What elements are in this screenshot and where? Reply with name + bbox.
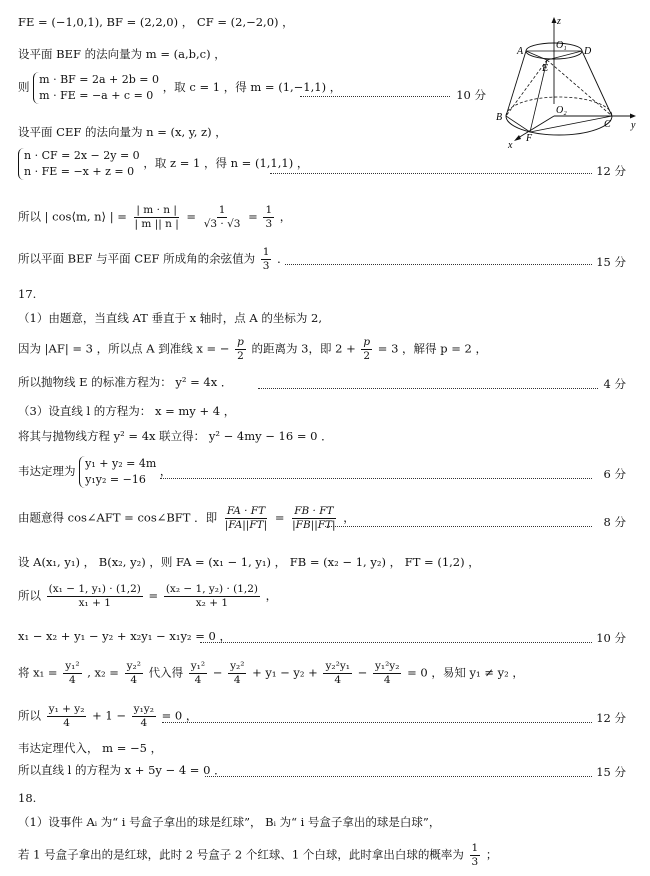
a2-frac-2	[361, 336, 372, 363]
label-y: y	[631, 120, 636, 131]
label-x: x	[508, 140, 513, 149]
a12-post: = 0 ，	[161, 708, 198, 723]
q17-part1-line2	[18, 336, 487, 363]
system-n-post: ，取 z = 1 ，得 n = (1,1,1) ，	[143, 156, 309, 170]
a7-frac-1	[223, 505, 269, 532]
b2-post: ；	[485, 847, 498, 862]
x-arrow	[514, 135, 521, 141]
a12-pre: 所以	[18, 708, 41, 723]
points-10: 10 分	[456, 88, 486, 102]
frac-den: 3	[262, 260, 270, 272]
a11-frac-5	[323, 660, 352, 687]
label-D: D	[584, 46, 592, 57]
expanded-equation: x₁ − x₂ + y₁ − y₂ + x₂y₁ − x₁y₂ = 0 ，	[18, 629, 231, 643]
a12-frac-2	[132, 703, 156, 730]
conclusion-pre: 所以平面 BEF 与平面 CEF 所成角的余弦值为	[18, 251, 256, 266]
points-10b: 10 分	[596, 631, 626, 645]
frac-den: 4	[130, 674, 138, 686]
q17-part3-line2: 将其与抛物线方程 y² = 4x 联立得： y² − 4my − 16 = 0 ．	[18, 429, 333, 443]
frac-num: y₁y₂	[133, 703, 154, 715]
vieta-system: 韦达定理为 y₁ + y₂ = 4m y₁y₂ = −16 ，	[18, 457, 172, 486]
question-18-label: 18.	[18, 791, 37, 805]
frac-num: | m · n |	[136, 204, 177, 216]
b2-frac	[470, 842, 481, 869]
dots-12	[270, 173, 592, 174]
a2-post: = 3 ，解得 p = 2 ，	[377, 341, 487, 356]
frac-num: y₁ + y₂	[48, 703, 85, 715]
frac-den: 4	[140, 717, 148, 729]
dots-4	[258, 388, 598, 389]
frac-den: x₂ + 1	[195, 597, 229, 609]
frac-num: p	[363, 336, 371, 348]
dots-10b	[200, 642, 592, 643]
frac-den: 3	[471, 856, 479, 868]
dots-15	[285, 264, 592, 265]
label-E: E	[542, 63, 549, 74]
a2-mid: 的距离为 3，即 2 +	[251, 341, 356, 356]
a11-m2: 代入得	[148, 665, 184, 680]
system-m	[18, 72, 341, 104]
line-equation: 所以直线 l 的方程为 x + 5y − 4 = 0 ．	[18, 763, 226, 777]
system-n	[18, 148, 308, 180]
q17-part3-line1: （3）设直线 l 的方程为： x = my + 4 ，	[18, 404, 236, 418]
a11-frac-3	[189, 660, 207, 687]
frac-num: 1	[218, 204, 226, 216]
frac-num: y₂²y₁	[325, 660, 350, 672]
frac-num: y₂²	[126, 660, 141, 672]
dots-12b	[162, 722, 592, 723]
frac-num: 1	[471, 842, 479, 854]
system-m-eq2: m · FE = −a + c = 0	[39, 89, 154, 102]
vieta-eq2: y₁y₂ = −16	[85, 473, 146, 486]
question-17-label: 17.	[18, 287, 37, 301]
frac-den: 4	[63, 717, 70, 729]
points-4: 4 分	[603, 377, 626, 391]
a2-pre: 因为 |AF| = 3 ，所以点 A 到准线 x = −	[18, 341, 230, 356]
system-m-pre: 则	[18, 80, 30, 94]
frac-den: 3	[265, 218, 273, 230]
a11-pre: 将 x₁ =	[18, 665, 58, 680]
frustum-figure	[492, 14, 642, 149]
cosine-frac-1	[133, 204, 181, 231]
y-arrow	[630, 114, 636, 119]
frac-den: 2	[237, 350, 244, 362]
system-m-brace	[33, 72, 159, 104]
frac-den: |FA||FT|	[224, 519, 268, 531]
q17-standard-equation: 所以抛物线 E 的标准方程为： y² = 4x ．	[18, 375, 233, 389]
frac-num: (x₁ − 1, y₁) · (1,2)	[48, 583, 141, 595]
system-n-eq2: n · FE = −x + z = 0	[24, 165, 135, 178]
q18-part1-line1: （1）设事件 Aᵢ 为“ i 号盒子拿出的球是红球”， Bᵢ 为“ i 号盒子拿出的球是白球”，	[18, 815, 441, 829]
frac-den: 4	[383, 674, 391, 686]
a11-m4: + y₁ − y₂ +	[252, 665, 318, 680]
frac-num: p	[237, 336, 244, 348]
a9-frac-2	[164, 583, 260, 610]
q17-part1-line1: （1）由题意，当直线 AT 垂直于 x 轴时，点 A 的坐标为 2,	[18, 311, 323, 325]
a12-mid: + 1 −	[92, 708, 126, 723]
label-O1: O₁	[556, 40, 567, 51]
vieta-brace	[79, 456, 156, 488]
dots-6	[160, 478, 592, 479]
frac-num: y₁²	[190, 660, 206, 672]
cosine-conclusion: 所以平面 BEF 与平面 CEF 所成角的余弦值为 $\frac{1}{3}$ ．	[18, 246, 289, 272]
frac-num: FA · FT	[226, 505, 266, 517]
cosine-frac-3	[263, 204, 274, 231]
side-right	[582, 51, 612, 116]
points-8: 8 分	[603, 515, 626, 529]
label-B: B	[496, 112, 503, 123]
cosine-frac-2	[202, 204, 243, 231]
segment-AE	[526, 51, 547, 60]
points-12: 12 分	[596, 164, 626, 178]
frac-num: y₂²	[230, 660, 245, 672]
frac-num: 1	[265, 204, 273, 216]
label-O2: O₂	[556, 105, 567, 116]
points-15: 15 分	[596, 255, 626, 269]
vieta-eq1: y₁ + y₂ = 4m	[85, 457, 157, 470]
a7-frac-2	[290, 505, 337, 532]
frac-num: y₁²y₂	[374, 660, 400, 672]
a12-frac-1	[47, 703, 87, 730]
frac-den: 2	[363, 350, 371, 362]
a11-frac-6	[373, 660, 402, 687]
b2-pre: 若 1 号盒子拿出的是红球，此时 2 号盒子 2 个红球、1 个白球，此时拿出白球的概率为	[18, 847, 464, 862]
frac-num: y₁²	[65, 660, 80, 672]
segment-FC	[530, 116, 612, 132]
frac-num: (x₂ − 1, y₂) · (1,2)	[165, 583, 259, 595]
frac-den: | m || n |	[134, 218, 179, 230]
frac-den: x₁ + 1	[78, 597, 111, 609]
system-n-eq1: n · CF = 2x − 2y = 0	[24, 149, 140, 162]
system-m-eq1: m · BF = 2a + 2b = 0	[39, 73, 160, 86]
frac-den: 4	[69, 674, 76, 686]
frac-den: 4	[334, 674, 342, 686]
a2-frac-1	[235, 336, 246, 363]
dots-8	[325, 526, 592, 527]
normal-vector-m-intro: 设平面 BEF 的法向量为 m = (a,b,c) ，	[18, 47, 226, 61]
segment-BF	[506, 116, 530, 132]
a7-pre: 由题意得 cos∠AFT = cos∠BFT ．即	[18, 510, 218, 525]
simplified-line	[18, 703, 197, 730]
ratio-line: 所以 $\frac{\text{(x₁ − 1, y₁) · (1,2)}}{\text{x₁ + 1}}$ = $\frac{\text{(x₂ − 1, y₂) · (1,2)}}{\text{x₂ + 1}}$ ，	[18, 583, 278, 609]
cos-angle-line: 由题意得 cos∠AFT = cos∠BFT ．即 $\frac{FA \cdot FT}{|FA||FT|}$ = $\frac{FB \cdot FT}{|FB||FT|}$ ，	[18, 505, 355, 531]
z-arrow	[552, 17, 557, 23]
vector-line-1: FE = (−1,0,1), BF = (2,2,0) ， CF = (2,−2,0) ，	[18, 15, 294, 29]
label-z: z	[557, 16, 561, 27]
points-6: 6 分	[603, 467, 626, 481]
frac-num: 1	[262, 246, 270, 258]
a11-frac-4	[228, 660, 246, 687]
label-A: A	[517, 46, 524, 57]
a11-m1: , x₂ =	[87, 665, 119, 680]
a9-frac-1	[47, 583, 143, 610]
vieta-pre: 韦达定理为	[18, 464, 76, 478]
a11-post: = 0 ，易知 y₁ ≠ y₂ ，	[407, 665, 524, 680]
points-15b: 15 分	[596, 765, 626, 779]
system-n-brace	[18, 148, 140, 180]
a11-frac-2	[125, 660, 143, 687]
frac-num: FB · FT	[294, 505, 334, 517]
system-m-post: ，取 c = 1 ，得 m = (1,−1,1) ，	[162, 80, 342, 94]
a11-m5: −	[357, 665, 368, 680]
vieta-substitute: 韦达定理代入， m = −5 ，	[18, 741, 163, 755]
coordinates-line: 设 A(x₁, y₁) ， B(x₂, y₂) ，则 FA = (x₁ − 1, y₁) ， FB = (x₂ − 1, y₂) ， FT = (1,2) ，	[18, 555, 480, 569]
cosine-pre: 所以 | cos⟨m, n⟩ | =	[18, 209, 127, 224]
side-left	[506, 51, 526, 116]
frac-den: √3 · √3	[203, 218, 241, 230]
dots-10	[300, 96, 450, 97]
a11-frac-1	[63, 660, 81, 687]
a9-pre: 所以	[18, 588, 41, 603]
points-12b: 12 分	[596, 711, 626, 725]
a11-m3: −	[212, 665, 223, 680]
frac-den: 4	[233, 674, 241, 686]
substitution-line	[18, 660, 524, 687]
conclusion-frac	[261, 246, 272, 273]
cosine-line: 所以 | cos⟨m, n⟩ | = $\frac{| m \cdot n |}{| m || n |}$ = $\frac{1}{√3 \cdot √3}$ = $\frac{1}{3}$ ，	[18, 204, 292, 230]
dots-15b	[205, 776, 592, 777]
q18-part1-line2	[18, 842, 497, 869]
normal-vector-n-intro: 设平面 CEF 的法向量为 n = (x, y, z) ，	[18, 125, 227, 139]
label-F: F	[526, 133, 533, 144]
frac-den: |FB||FT|	[292, 519, 336, 531]
label-C: C	[604, 119, 611, 130]
frac-den: 4	[194, 674, 202, 686]
